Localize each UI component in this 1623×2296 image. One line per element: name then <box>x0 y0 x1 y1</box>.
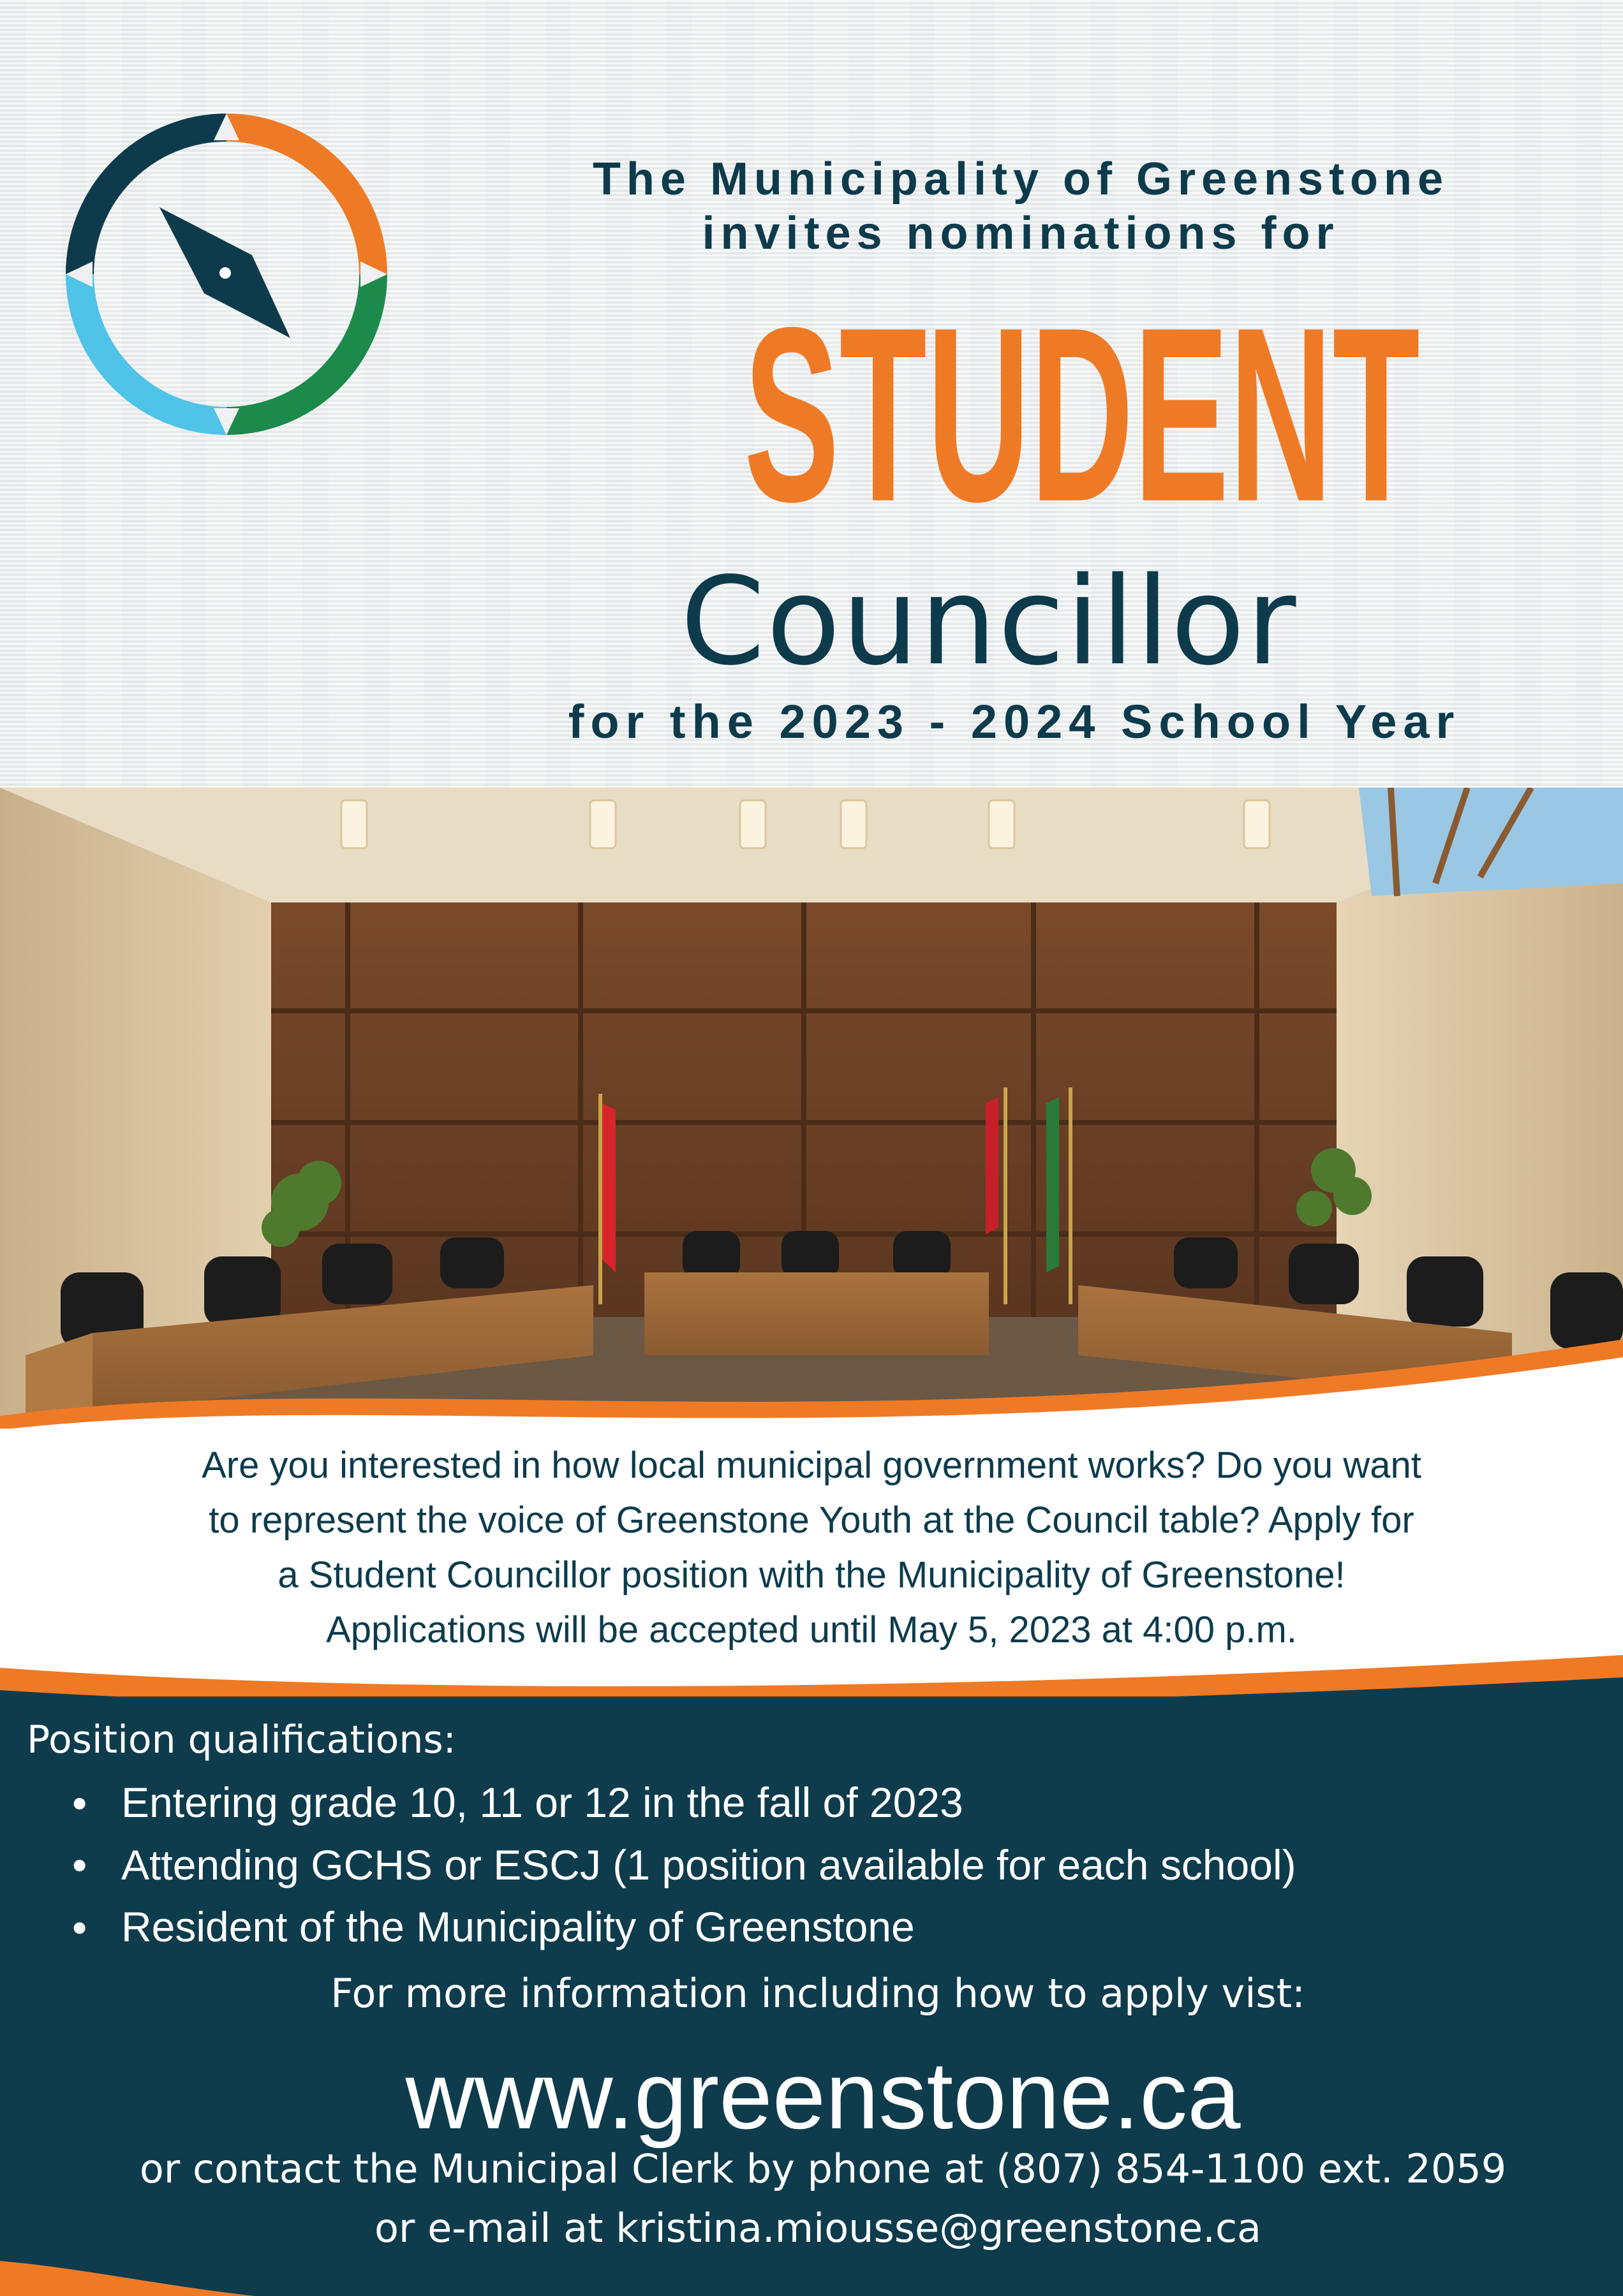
header <box>0 0 1623 788</box>
qualification-item <box>71 1897 1296 1960</box>
qualification-item <box>71 1773 1296 1836</box>
intro-line: Applications will be accepted until May 5, 2023 at 4:00 p.m. <box>326 1609 1297 1651</box>
intro-line: a Student Councillor position with the Municipality of Greenstone! <box>278 1554 1345 1596</box>
bullet-icon: ● <box>71 1849 88 1880</box>
intro-text <box>57 1438 1566 1658</box>
bullet-icon: ● <box>71 1911 88 1941</box>
more-info-text: For more information including how to apply vist: <box>330 1970 1305 2017</box>
qualifications-list <box>71 1773 1296 1960</box>
qualification-text: Entering grade 10, 11 or 12 in the fall of 2023 <box>121 1779 963 1826</box>
email-contact: or e-mail at kristina.miousse@greenstone.ca <box>374 2205 1262 2251</box>
header-line-municipality: The Municipality of Greenstone <box>592 154 1449 205</box>
title-student: STUDENT <box>744 275 1420 554</box>
website-link[interactable]: www.greenstone.ca <box>405 2042 1241 2149</box>
header-line-invites: invites nominations for <box>702 208 1340 259</box>
qualification-item <box>71 1836 1296 1898</box>
intro-line: Are you interested in how local municipal government works? Do you want <box>202 1445 1421 1486</box>
phone-contact: or contact the Municipal Clerk by phone at (807) 854-1100 ext. 2059 <box>139 2145 1507 2192</box>
intro-line: to represent the voice of Greenstone Youth at the Council table? Apply for <box>209 1499 1414 1541</box>
title-councillor: Councillor <box>680 551 1298 692</box>
qualification-text: Resident of the Municipality of Greenstone <box>121 1903 915 1951</box>
school-year-line: for the 2023 - 2024 School Year <box>568 695 1461 748</box>
bullet-icon: ● <box>71 1786 88 1817</box>
compass-icon <box>61 108 392 440</box>
qualifications-heading: Position qualifications: <box>27 1718 456 1762</box>
corner-swoosh <box>0 2261 255 2296</box>
qualification-text: Attending GCHS or ESCJ (1 position available for each school) <box>121 1841 1296 1888</box>
